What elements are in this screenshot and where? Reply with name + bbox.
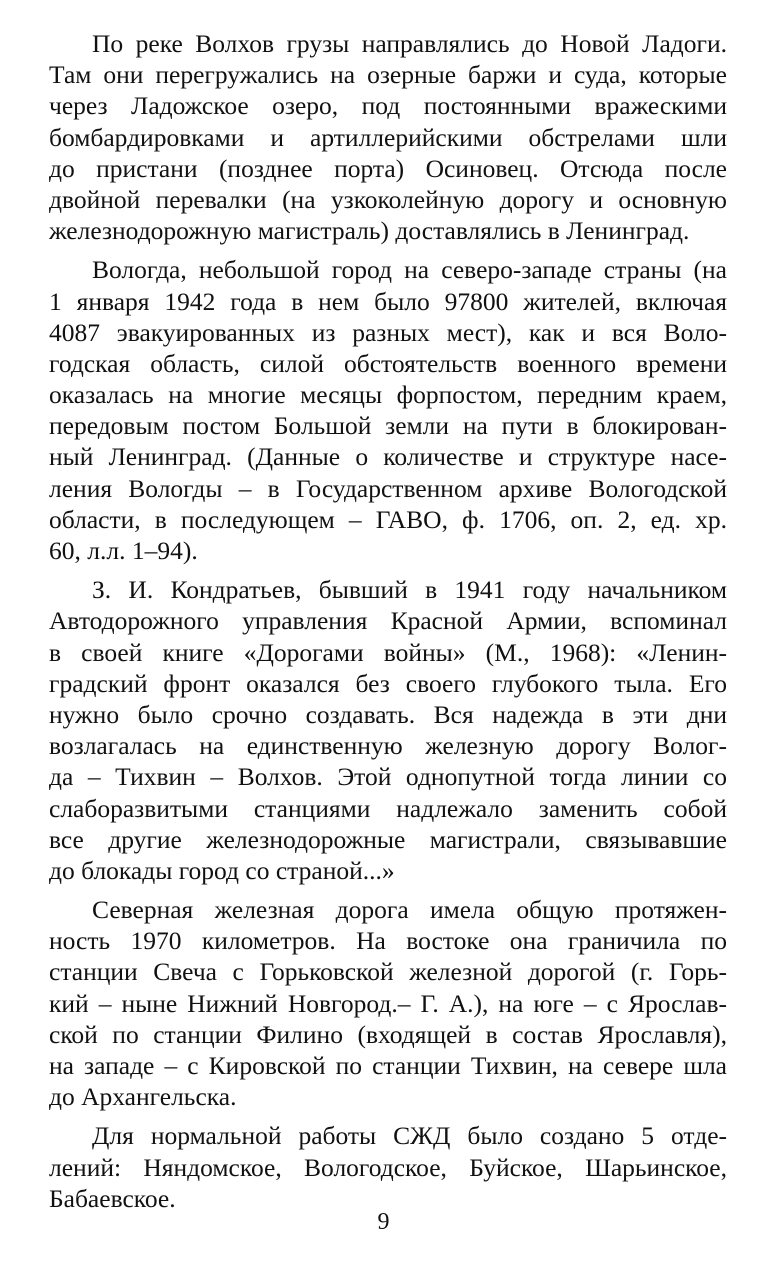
page-number: 9 xyxy=(377,1209,390,1235)
text-line: возлагалась на единственную железную дорогу Волог- xyxy=(49,731,727,761)
text-line: 60, л.л. 1–94). xyxy=(49,536,198,565)
paragraph xyxy=(49,574,727,886)
text-line: железнодорожную магистраль) доставлялись в Ленинград. xyxy=(49,216,690,246)
text-line: ления Вологды – в Государственном архиве Вологодской xyxy=(49,473,727,503)
text-line: двойной перевалки (на узкоколейную дорогу и основную xyxy=(49,184,727,214)
text-line: нужно было срочно создавать. Вся надежда в эти дни xyxy=(49,699,727,729)
paragraph xyxy=(49,28,727,246)
page-body xyxy=(49,28,727,1222)
text-line: ность 1970 километров. На востоке она граничила по xyxy=(49,926,727,956)
text-line: передовым постом Большой земли на пути в блокирован- xyxy=(49,411,727,441)
text-line: до блокады город со страной...» xyxy=(49,855,395,885)
text-line: области, в последующем – ГАВО, ф. 1706, оп. 2, ед. хр. xyxy=(49,504,727,534)
text-line: Бабаевское. xyxy=(49,1183,176,1213)
paragraph xyxy=(49,1120,727,1214)
text-line: градский фронт оказался без своего глубокого тыла. Его xyxy=(49,668,727,698)
text-line: По реке Волхов грузы направлялись до Новой Ладоги. xyxy=(92,29,727,58)
text-line: 1 января 1942 года в нем было 97800 жителей, включая xyxy=(49,286,727,316)
text-line: в своей книге «Дорогами войны» (М., 1968): «Ленин- xyxy=(49,637,727,667)
text-line: лений: Няндомское, Вологодское, Буйское, Шарьинское, xyxy=(49,1152,727,1182)
text-line: Северная железная дорога имела общую протяжен- xyxy=(92,895,727,925)
text-line: годская область, силой обстоятельств военного времени xyxy=(49,348,727,378)
paragraph xyxy=(49,894,727,1112)
text-line: Вологда, небольшой город на северо-западе страны (на xyxy=(92,255,727,285)
text-line: да – Тихвин – Волхов. Этой однопутной тогда линии со xyxy=(49,762,727,792)
text-line: до Архангельска. xyxy=(49,1082,237,1112)
text-line: все другие железнодорожные магистрали, связывавшие xyxy=(49,824,727,854)
text-line: через Ладожское озеро, под постоянными вражескими xyxy=(49,91,727,121)
text-line: кий – ныне Нижний Новгород.– Г. А.), на юге – с Ярослав- xyxy=(49,988,727,1018)
text-line: ской по станции Филино (входящей в состав Ярославля), xyxy=(49,1019,727,1049)
text-line: бомбардировками и артиллерийскими обстрелами шли xyxy=(49,122,727,152)
text-line: 4087 эвакуированных из разных мест), как и вся Воло- xyxy=(49,317,727,347)
text-line: станции Свеча с Горьковской железной дорогой (г. Горь- xyxy=(49,957,727,987)
text-line: оказалась на многие месяцы форпостом, передним краем, xyxy=(49,380,727,410)
text-line: Там они перегружались на озерные баржи и суда, которые xyxy=(49,60,727,90)
text-line: Автодорожного управления Красной Армии, вспоминал xyxy=(49,606,727,636)
text-line: до пристани (позднее порта) Осиновец. Отсюда после xyxy=(49,153,727,183)
text-line: З. И. Кондратьев, бывший в 1941 году начальником xyxy=(92,575,727,605)
text-line: на западе – с Кировской по станции Тихвин, на севере шла xyxy=(49,1051,727,1080)
paragraph xyxy=(49,254,727,566)
text-line: слаборазвитыми станциями надлежало заменить собой xyxy=(49,793,727,823)
text-line: ный Ленинград. (Данные о количестве и структуре насе- xyxy=(49,442,727,472)
text-line: Для нормальной работы СЖД было создано 5 отде- xyxy=(92,1121,727,1151)
